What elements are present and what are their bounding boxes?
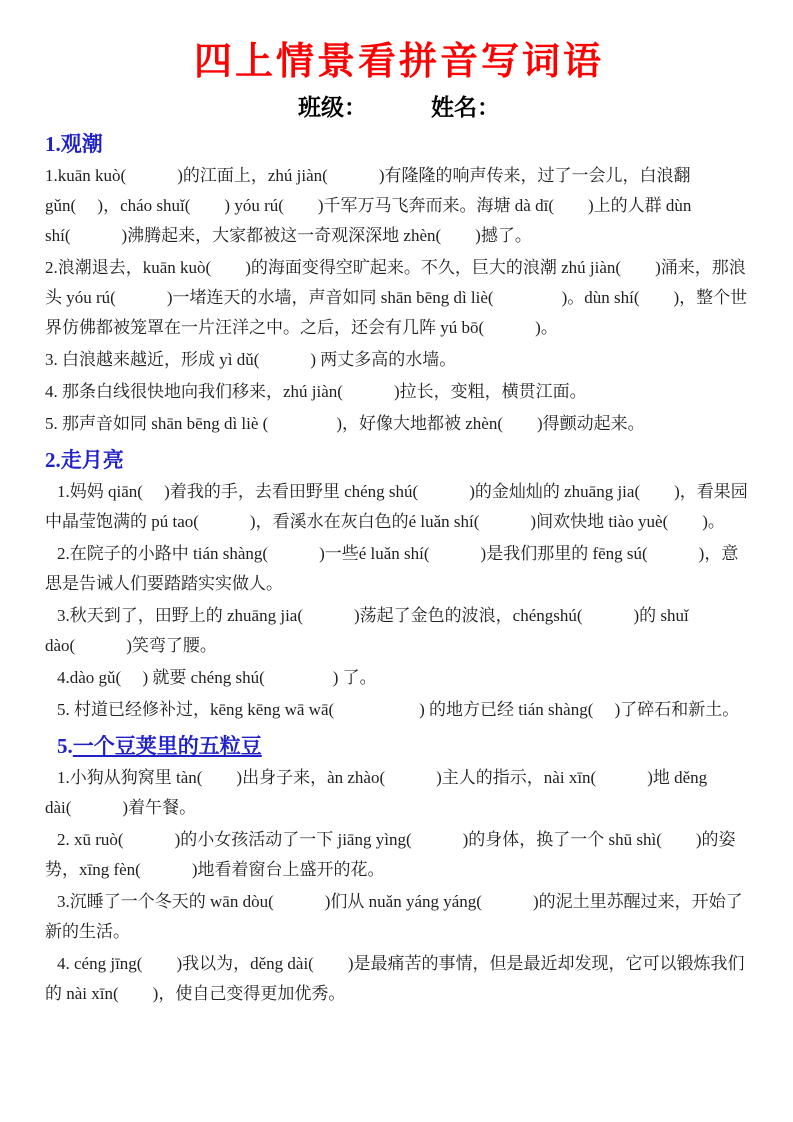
name-label: 姓名： — [431, 95, 500, 120]
section-name: 一个豆荚里的五粒豆 — [72, 734, 262, 758]
worksheet-item: 5. 村道已经修补过，kēng kēng wā wā( ) 的地方已经 tián shàng( )了碎石和新土。 — [57, 700, 740, 719]
worksheet-item: 2.在院子的小路中 tián shàng( )一些é luǎn shí( )是我们那里的 fēng sú( )，意思是告诫人们要踏踏实实做人。 — [45, 544, 739, 593]
worksheet-item: 3.沉睡了一个冬天的 wān dòu( )们从 nuǎn yáng yáng( )的泥土里苏醒过来，开始了新的生活。 — [45, 892, 743, 941]
worksheet-item: 3. 白浪越来越近，形成 yì dǔ( ) 两丈多高的水墙。 — [45, 350, 457, 369]
worksheet-item: 3.秋天到了，田野上的 zhuāng jia( )荡起了金色的波浪，chéngshú( )的 shuǐ dào( )笑弯了腰。 — [45, 606, 689, 655]
worksheet-item: 4.dào gǔ( ) 就要 chéng shú( ) 了。 — [57, 668, 377, 687]
section-guanchao — [45, 131, 753, 439]
section-doujia — [45, 733, 753, 1009]
worksheet-item: 4. céng jīng( )我以为，děng dài( )是最痛苦的事情，但是最近却发现，它可以锻炼我们的 nài xīn( )，使自己变得更加优秀。 — [45, 954, 745, 1003]
section-heading-zouyueliang — [45, 447, 753, 473]
worksheet-item: 1.kuān kuò( )的江面上，zhú jiàn( )有隆隆的响声传来，过了一会儿，白浪翻 gǔn( )，cháo shuǐ( ) yóu rú( )千军万马飞奔而来。海塘 dà dī( )上的人群 dùn shí( )沸腾起来，大家都被这一奇观深深地 zhèn( )撼了。 — [45, 166, 692, 245]
section-name: 走月亮 — [60, 448, 124, 472]
worksheet-item: 4. 那条白线很快地向我们移来，zhú jiàn( )拉长，变粗，横贯江面。 — [45, 382, 587, 401]
section-heading-doujia — [57, 733, 753, 759]
worksheet-item: 5. 那声音如同 shān bēng dì liè ( )，好像大地都被 zhèn( )得颤动起来。 — [45, 414, 645, 433]
section-number: 1. — [45, 132, 61, 156]
worksheet-item: 2. xū ruò( )的小女孩活动了一下 jiāng yìng( )的身体，换了一个 shū shì( )的姿势，xīng fèn( )地看着窗台上盛开的花。 — [45, 830, 736, 879]
section-number: 5. — [57, 734, 73, 758]
worksheet-title: 四上情景看拼音写词语 — [193, 41, 604, 83]
worksheet-item: 2.浪潮退去，kuān kuò( )的海面变得空旷起来。不久，巨大的浪潮 zhú jiàn( )涌来，那浪头 yóu rú( )一堵连天的水墙，声音如同 shān bēng dì liè( )。dùn shí( )，整个世界仿佛都被笼罩在一片汪洋之中。之后，还会有几阵 yú bō( )。 — [45, 258, 748, 337]
worksheet-item: 1.妈妈 qiān( )着我的手，去看田野里 chéng shú( )的金灿灿的 zhuāng jia( )，看果园中晶莹饱满的 pú tao( )，看溪水在灰白色的é luǎn shí( )间欢快地 tiào yuè( )。 — [45, 482, 748, 531]
section-zouyueliang — [45, 447, 753, 725]
worksheet-item: 1.小狗从狗窝里 tàn( )出身子来，àn zhào( )主人的指示，nài xīn( )地 děng dài( )着午餐。 — [45, 768, 708, 817]
section-heading-guanchao — [45, 131, 753, 157]
section-name: 观潮 — [60, 132, 103, 156]
class-label: 班级： — [298, 95, 367, 120]
section-number: 2. — [45, 448, 61, 472]
class-name-line — [45, 93, 753, 123]
